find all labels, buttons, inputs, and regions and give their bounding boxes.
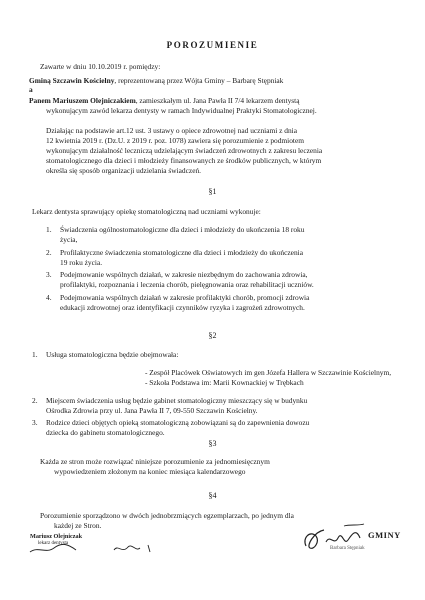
party-2-line-2: wykonującym zawód lekarza dentysty w ramach Indywidualnej Praktyki Stomatologicznej. [46,106,317,115]
party-2-rest: , zamieszkałym ul. Jana Pawła II 7/4 lekarzem dentystą [135,96,300,105]
section-1-lead: Lekarz dentysta sprawujący opiekę stomatologiczną nad uczniami wykonuje: [32,207,261,216]
list-item-text: Profilaktyczne świadczenia stomatologiczne dla dzieci i młodzieży do ukończenia [60,248,303,257]
section-1-heading: §1 [208,187,217,196]
stamp-left-name: Mariusz Olejniczak [30,533,83,540]
party-1-name: Gminą Szczawin Kościelny [29,76,115,85]
section-2-item-2: Miejscem świadczenia usług będzie gabinet stomatologiczny mieszczący się w budynku [46,396,308,405]
conjunction: a [29,85,33,94]
party-1 [29,76,283,86]
list-item-number: 4. [46,293,52,302]
list-item-text: życia, [60,235,78,244]
section-3-heading: §3 [208,439,217,448]
list-item-text: profilaktyki, rozpoznania i leczenia chorób, pielęgnowania oraz rehabilitacji uczniów. [60,280,314,289]
list-item-number: 1. [46,225,52,234]
list-item-text: 19 roku życia. [60,258,103,267]
stamp-right-name: Barbara Stępniak [330,546,365,551]
section-4-line-2: każdej ze Stron. [54,521,102,530]
document-title: POROZUMIENIE [166,40,259,50]
list-item-text: Podejmowanie wspólnych działań, w zakresie niezbędnym do zachowania zdrowia, [60,270,308,279]
list-item-number: 3. [32,418,38,427]
section-3-line-1: Każda ze stron może rozwiązać niniejsze porozumienie za jednomiesięcznym [40,457,270,466]
section-2-item-3-cont: dziecka do gabinetu stomatologicznego. [46,428,165,437]
party-2-name: Panem Mariuszem Olejniczakiem [29,96,136,105]
intro-line-1: Działając na podstawie art.12 ust. 3 ustawy o opiece zdrowotnej nad uczniami z dnia [46,126,297,135]
section-2-item-1: Usługa stomatologiczna będzie obejmowała: [46,350,179,359]
intro-line-3: wykonującym działalność leczniczą udzielającym świadczeń zdrowotnych z zakresu leczenia [46,146,323,155]
section-2-item-2-cont: Ośrodka Zdrowia przy ul. Jana Pawła II 7, 09-550 Szczawin Kościelny. [46,406,258,415]
list-item-number: 2. [32,396,38,405]
stamp-left-title: lekarz dentysta [38,541,69,546]
list-item-text: Świadczenia ogólnostomatologiczne dla dzieci i młodzieży do ukończenia 18 roku [60,225,305,234]
list-item-number: 2. [46,248,52,257]
signature-right [300,520,380,554]
party-1-rest: , reprezentowaną przez Wójta Gminy – Barbarę Stępniak [114,76,284,85]
list-item-text: edukacji zdrowotnej oraz identyfikacji czynników ryzyka i zagrożeń zdrowotnych. [60,303,305,312]
stamp-right-text: GMINY [368,530,401,540]
location-2: - Szkoła Podstawa im: Marii Kownackiej w Trębkach [145,378,304,387]
intro-line-4: stomatologicznego dla dzieci i młodzieży finansowanych ze środków publicznych, w którym [46,156,322,165]
section-4-line-1: Porozumienie sporządzono w dwóch jednobrzmiących egzemplarzach, po jednym dla [40,511,294,520]
list-item-number: 3. [46,270,52,279]
section-4-heading: §4 [208,491,217,500]
date-line: Zawarte w dniu 10.10.2019 r. pomiędzy: [40,62,161,71]
intro-line-2: 12 kwietnia 2019 r. (Dz.U. z 2019 r. poz. 1078) zawiera się porozumienie z podmiotem [46,136,304,145]
intro-line-5: określa się sposób organizacji udzielania świadczeń. [46,166,202,175]
list-item-text: Podejmowania wspólnych działań w zakresie profilaktyki chorób, promocji zdrowia [60,293,310,302]
section-2-item-3: Rodzice dzieci objętych opieką stomatologiczną zobowiązani są do zapewnienia dowozu [46,418,310,427]
party-2 [29,96,300,106]
list-item-number: 1. [32,350,38,359]
signature-left [28,538,158,556]
section-3-line-2: wypowiedzeniem złożonym na koniec miesiąca kalendarzowego [54,467,246,476]
section-2-heading: §2 [208,331,217,340]
location-1: - Zespół Placówek Oświatowych im gen Józefa Hallera w Szczawinie Kościelnym, [145,368,392,377]
